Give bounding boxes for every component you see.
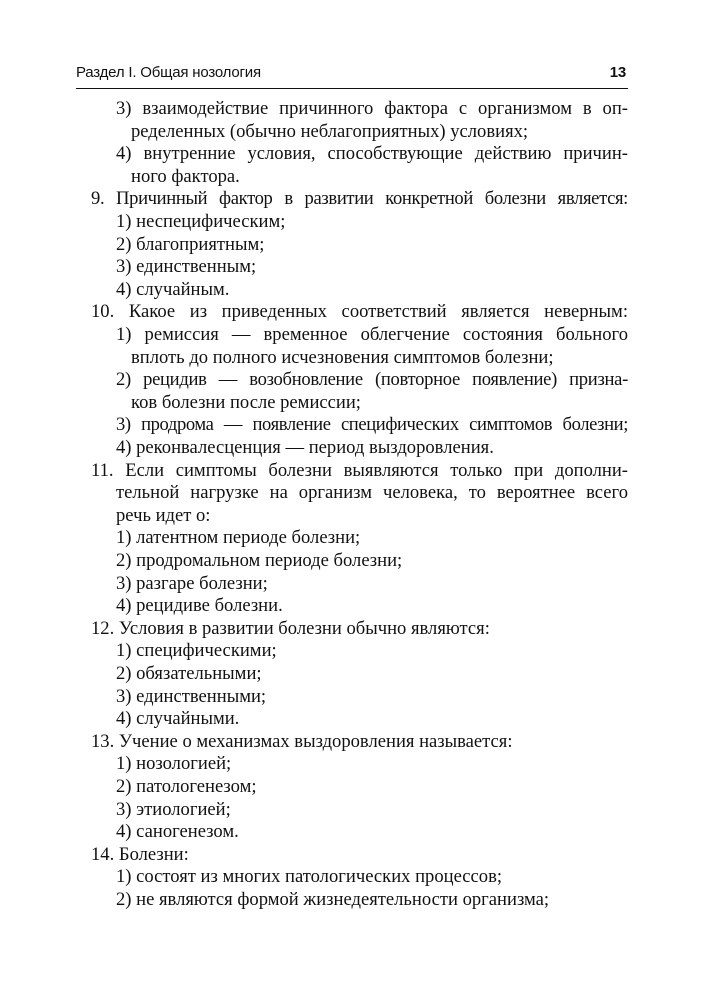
answer-option: 2) рецидив — возобновление (повторное появление) призна- [116,369,628,391]
text-line: ределенных (обычно неблагоприятных) условиях; [131,120,529,142]
question-11: 11. Если симптомы болезни выявляются только при дополни- [91,459,628,481]
answer-option: 4) случайными. [116,708,240,730]
answer-option: 3) единственными; [116,685,267,707]
answer-option: 1) состоят из многих патологических процессов; [116,866,503,888]
question-14: 14. Болезни: [91,843,189,865]
answer-option: 4) рецидиве болезни. [116,595,283,617]
answer-option: 4) случайным. [116,278,230,300]
text-line: 3) взаимодействие причинного фактора с организмом в оп- [116,98,628,119]
answer-option: 2) патологенезом; [116,776,257,797]
text-line: 4) внутренние условия, способствующие действию причин- [116,143,628,165]
question-12: 12. Условия в развитии болезни обычно являются: [91,617,490,639]
page-number: 13 [609,64,626,81]
question-9: 9. Причинный фактор в развитии конкретной болезни является: [91,188,628,210]
text-line: вплоть до полного исчезновения симптомов болезни; [131,346,554,368]
answer-option: 3) продрома — появление специфических симптомов болезни; [116,414,628,436]
question-10: 10. Какое из приведенных соответствий является неверным: [91,301,628,323]
answer-option: 2) не являются формой жизнедеятельности организма; [116,889,550,910]
answer-option: 4) саногенезом. [116,821,239,843]
answer-option: 1) нозологией; [116,753,232,775]
text-line: речь идет о: [116,504,211,526]
header-rule [76,88,628,89]
answer-option: 3) разгаре болезни; [116,572,268,594]
text-line: ного фактора. [131,165,240,187]
answer-option: 3) этиологией; [116,798,231,820]
answer-option: 4) реконвалесценция — период выздоровления. [116,437,494,458]
text-line: ков болезни после ремиссии; [131,391,361,413]
answer-option: 1) неспецифическим; [116,211,286,232]
answer-option: 1) специфическими; [116,640,277,662]
question-13: 13. Учение о механизмах выздоровления называется: [91,730,513,752]
answer-option: 2) обязательными; [116,663,262,684]
text-line: тельной нагрузке на организм человека, то вероятнее всего [116,482,628,504]
answer-option: 3) единственным; [116,256,257,278]
answer-option: 1) ремиссия — временное облегчение состояния больного [116,324,628,345]
running-head [76,64,628,86]
answer-option: 2) благоприятным; [116,233,265,255]
section-title: Раздел I. Общая нозология [76,64,261,81]
answer-option: 1) латентном периоде болезни; [116,527,361,549]
answer-option: 2) продромальном периоде болезни; [116,550,403,571]
